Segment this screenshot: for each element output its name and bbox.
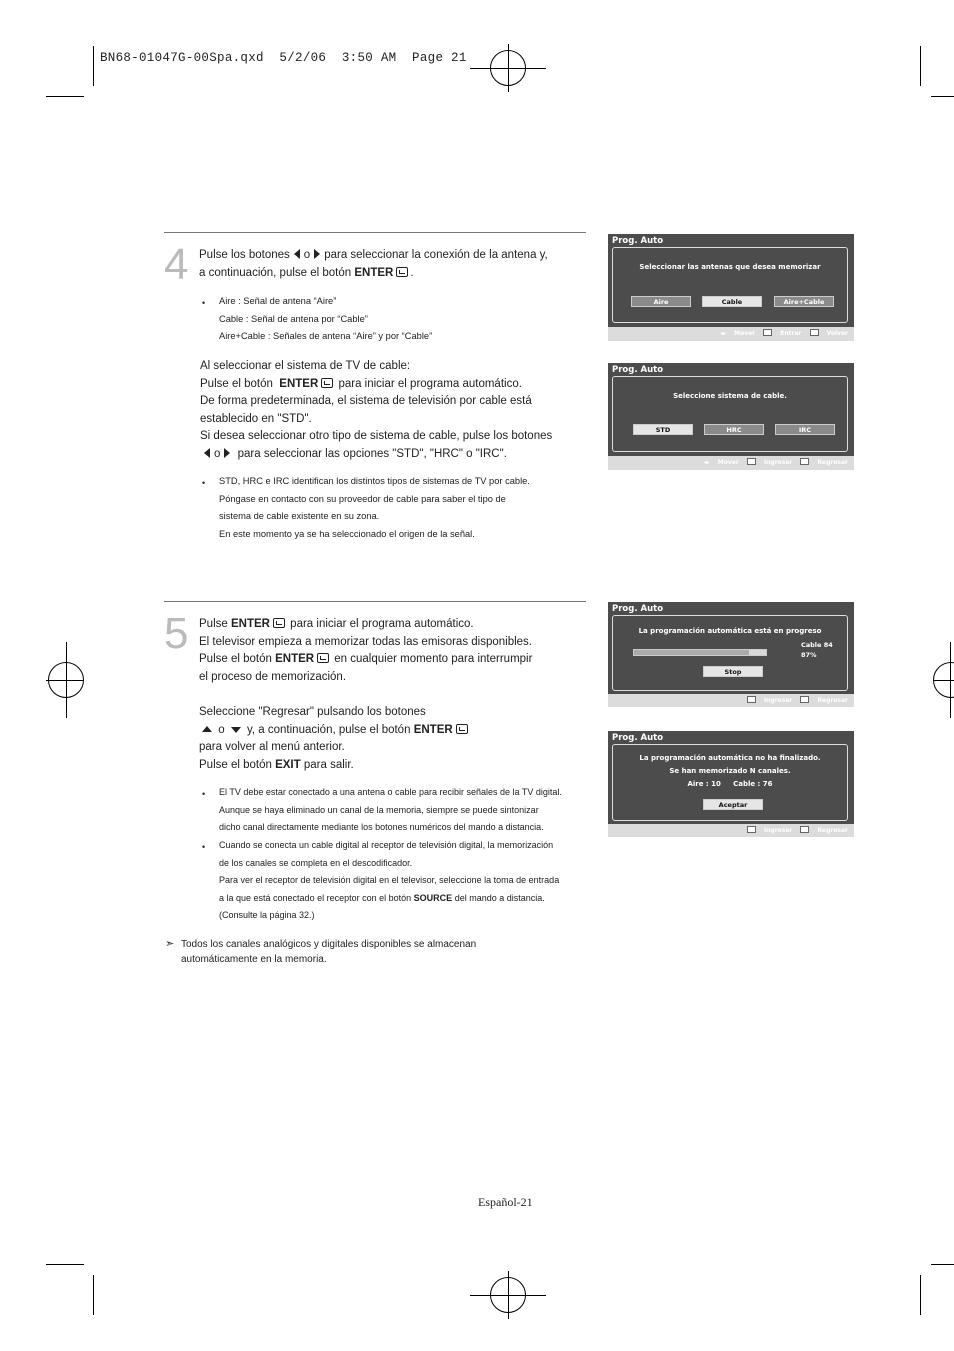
page-number: Español-21 xyxy=(478,1195,533,1209)
irc-button[interactable]: IRC xyxy=(775,424,835,435)
enter-hint: Ingresar xyxy=(747,459,792,466)
enter-icon xyxy=(456,724,468,734)
crop-mark xyxy=(93,1275,94,1315)
return-icon xyxy=(800,826,809,833)
osd-message-line3: Aire : 10 Cable : 76 xyxy=(687,780,773,788)
osd-antenna-select xyxy=(608,234,854,341)
stop-button[interactable]: Stop xyxy=(703,666,763,677)
move-hint: ◂▸ Mover xyxy=(719,330,756,337)
osd-footer xyxy=(608,824,854,837)
progress-fill xyxy=(634,650,749,655)
return-icon xyxy=(810,329,819,336)
osd-panel xyxy=(612,744,848,821)
crop-mark xyxy=(46,1264,84,1265)
cable-button[interactable]: Cable xyxy=(702,296,762,307)
enter-icon xyxy=(763,329,772,336)
crop-mark xyxy=(46,96,84,97)
tip-arrow-icon: ➣ xyxy=(165,938,175,950)
cable-system-notes: STD, HRC e IRC identifican los distintos tipos de sistemas de TV por cable. Póngase en contacto con su proveedor de cable para saber el tipo de sistema de cable existente en su zona. En este momento ya se ha seleccionado el origen de la señal. xyxy=(219,476,530,539)
enter-icon xyxy=(747,458,756,465)
osd-not-finished xyxy=(608,731,854,837)
osd-title: Prog. Auto xyxy=(612,236,664,246)
osd-footer xyxy=(608,456,854,470)
move-hint: ◂▸ Mover xyxy=(703,459,739,466)
crop-mark xyxy=(93,46,94,86)
registration-line xyxy=(508,44,509,92)
bullet: • xyxy=(202,789,206,799)
digital-notes: El TV debe estar conectado a una antena o cable para recibir señales de la TV digital. Aunque se haya eliminado un canal de la memoria, siempre se puede sintonizar dicho canal directamente mediante los botones numéricos del mando a distancia. xyxy=(219,787,562,833)
osd-panel xyxy=(612,247,848,323)
enter-icon xyxy=(396,267,408,277)
osd-panel xyxy=(612,615,848,691)
osd-message: Seleccionar las antenas que desea memorizar xyxy=(639,263,821,271)
return-hint: Regresar xyxy=(800,459,848,466)
decoder-notes: Cuando se conecta un cable digital al receptor de televisión digital, la memorización de los canales se completa en el descodificador. Para ver el receptor de televisión digital en el televisor, seleccione la toma de entrada a la que está conectado el receptor con el botón SOURCE del mando a distancia. (Consulte la página 32.) xyxy=(219,840,560,921)
enter-icon xyxy=(317,653,329,663)
crop-mark xyxy=(920,46,921,86)
osd-panel xyxy=(612,376,848,452)
crop-mark xyxy=(931,1264,954,1265)
enter-icon xyxy=(321,378,333,388)
registration-line xyxy=(950,642,951,718)
step4-instruction: Pulse los botones o para seleccionar la conexión de la antena y, a continuación, pulse el botón ENTER . xyxy=(199,249,548,279)
return-icon xyxy=(800,458,809,465)
left-arrow-icon xyxy=(204,448,210,458)
right-arrow-icon xyxy=(224,448,230,458)
antenna-notes: Aire : Señal de antena “Aire” Cable : Señal de antena por “Cable” Aire+Cable : Señales de antena “Aire” y por “Cable” xyxy=(219,296,433,342)
enter-hint: Ingresar xyxy=(747,827,792,834)
return-icon xyxy=(800,696,809,703)
registration-line xyxy=(46,680,84,681)
enter-icon xyxy=(747,826,756,833)
accept-button[interactable]: Aceptar xyxy=(703,799,763,810)
osd-message: Seleccione sistema de cable. xyxy=(673,392,787,400)
step-number: 4 xyxy=(164,240,189,289)
osd-title: Prog. Auto xyxy=(612,733,664,743)
enter-hint: Ingresar xyxy=(747,697,792,704)
bullet: • xyxy=(202,298,206,308)
step-number: 5 xyxy=(164,609,189,658)
bullet: • xyxy=(202,842,206,852)
bullet: • xyxy=(202,478,206,488)
crop-mark xyxy=(931,96,954,97)
down-arrow-icon xyxy=(231,727,241,733)
return-hint: Regresar xyxy=(800,827,848,834)
crop-mark xyxy=(920,1275,921,1315)
progress-info xyxy=(801,640,833,660)
registration-line xyxy=(66,642,67,718)
return-hint: Volver xyxy=(810,330,848,337)
progress-bar xyxy=(633,649,767,656)
osd-progress xyxy=(608,602,854,707)
osd-title: Prog. Auto xyxy=(612,604,664,614)
osd-message: La programación automática está en progreso xyxy=(638,627,822,635)
step5-instructions: Pulse ENTER para iniciar el programa automático. El televisor empieza a memorizar todas las emisoras disponibles. Pulse el botón ENTER en cualquier momento para interrumpir el proceso de memorización. Seleccione "Regresar" pulsando los botones o y, a continuación, pulse el botón ENTER para volver al menú anterior. Pulse el botón EXIT para salir. xyxy=(199,618,533,771)
return-hint: Regresar xyxy=(800,697,848,704)
osd-message-line2: Se han memorizado N canales. xyxy=(669,767,791,775)
aire-button[interactable]: Aire xyxy=(631,296,691,307)
enter-icon xyxy=(747,696,756,703)
section-divider xyxy=(164,232,586,233)
std-button[interactable]: STD xyxy=(633,424,693,435)
section-divider xyxy=(164,601,586,602)
right-arrow-icon xyxy=(314,249,320,259)
osd-footer xyxy=(608,327,854,341)
up-arrow-icon xyxy=(202,726,212,732)
left-arrow-icon xyxy=(294,249,300,259)
aire-cable-button[interactable]: Aire+Cable xyxy=(774,296,834,307)
registration-line xyxy=(508,1271,509,1319)
cable-instructions: Al seleccionar el sistema de TV de cable: Pulse el botón ENTER para iniciar el programa automático. De forma predeterminada, el sistema de televisión por cable está establecido en "STD". Si desea seleccionar otro tipo de sistema de cable, pulse los botones o para seleccionar las opciones "STD", "HRC" o "IRC". xyxy=(200,360,553,460)
osd-footer xyxy=(608,694,854,707)
percent-label: 87% xyxy=(801,651,817,659)
osd-title: Prog. Auto xyxy=(612,365,664,375)
osd-message-line1: La programación automática no ha finalizado. xyxy=(639,754,821,762)
enter-hint: Entrar xyxy=(763,330,801,337)
channel-label: Cable 84 xyxy=(801,641,833,649)
enter-icon xyxy=(273,618,285,628)
osd-cable-system xyxy=(608,363,854,470)
hrc-button[interactable]: HRC xyxy=(704,424,764,435)
memory-tip: Todos los canales analógicos y digitales disponibles se almacenan automáticamente en la memoria. xyxy=(181,939,477,965)
file-header: BN68-01047G-00Spa.qxd 5/2/06 3:50 AM Page 21 xyxy=(100,51,467,65)
